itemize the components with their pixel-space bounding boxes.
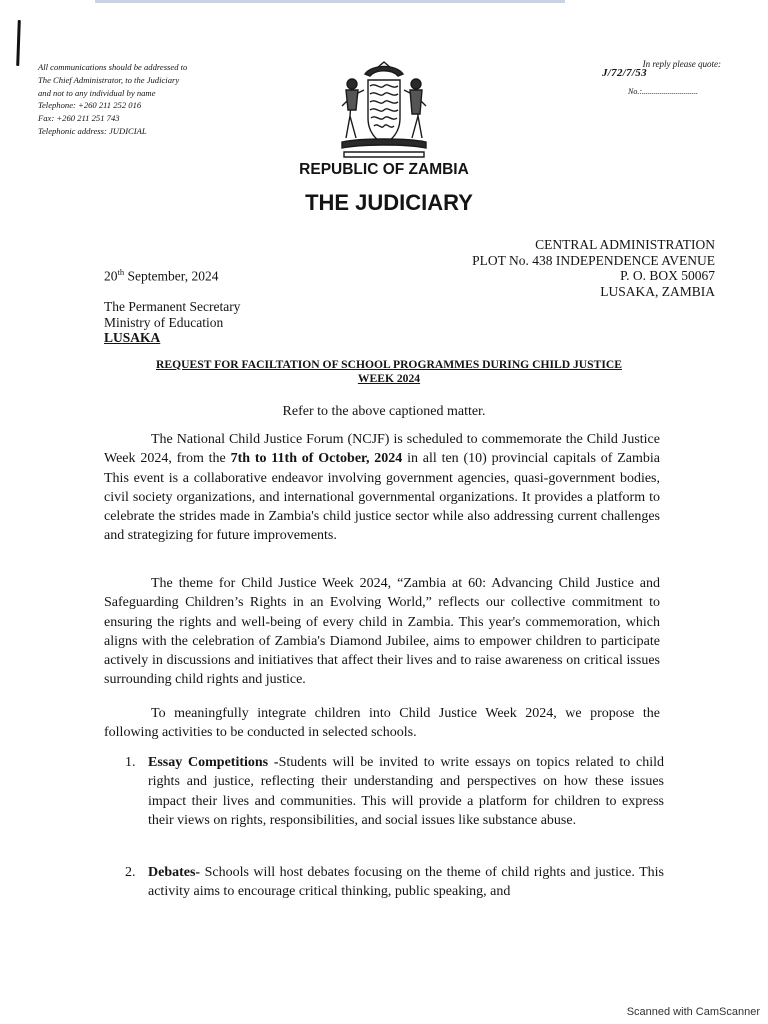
reply-note: In reply please quote:	[642, 59, 721, 69]
communications-line: and not to any individual by name	[38, 87, 156, 98]
address-line: LUSAKA, ZAMBIA	[600, 283, 715, 299]
list-item-number: 2.	[125, 865, 136, 880]
event-dates: 7th to 11th of October, 2024	[230, 451, 403, 467]
recipient-address	[104, 299, 240, 346]
subject-line: REQUEST FOR FACILTATION OF SCHOOL PROGRAMMES DURING CHILD JUSTICE	[156, 358, 622, 371]
paragraph-text: in all ten (10) provincial capitals of Zambia This event is a collaborative endeavor involving government agencies, quasi-government bodies, civil society organizations, and international governmental organizations. It provides a platform to celebrate the strides made in Zambia's child justice sector while also addressing current challenges and strategizing for future improvements.	[104, 451, 660, 544]
refer-line: Refer to the above captioned matter.	[282, 404, 486, 419]
address-line: CENTRAL ADMINISTRATION	[535, 237, 715, 252]
paragraph-ncjf	[104, 430, 660, 546]
communications-line: The Chief Administrator, to the Judiciary	[38, 74, 180, 85]
date-day: 20	[104, 268, 118, 284]
date-rest: September, 2024	[124, 268, 219, 284]
list-item	[104, 753, 664, 830]
list-item-title: Debates-	[148, 865, 201, 880]
list-item-text: Schools will host debates focusing on the theme of child rights and justice. This activity aims to encourage critical thinking, public speaking, and	[148, 865, 664, 900]
coat-of-arms-icon	[332, 60, 436, 160]
communications-line: All communications should be addressed to	[38, 62, 188, 72]
recipient-title: The Permanent Secretary	[104, 299, 241, 314]
reply-reference	[600, 59, 725, 99]
recipient-ministry: Ministry of Education	[104, 314, 224, 330]
reference-number: J/72/7/53	[602, 67, 647, 79]
fax-line: Fax: +260 211 251 743	[38, 113, 120, 124]
address-line: P. O. BOX 50067	[620, 268, 715, 283]
telephonic-address-line: Telephonic address: JUDICIAL	[38, 125, 147, 136]
paragraph-activities-intro: To meaningfully integrate children into Child Justice Week 2024, we propose the following activities to be conducted in selected schools.	[104, 706, 660, 741]
address-line: PLOT No. 438 INDEPENDENCE AVENUE	[472, 252, 715, 268]
country-heading: REPUBLIC OF ZAMBIA	[299, 161, 469, 178]
recipient-city: LUSAKA	[104, 330, 161, 345]
list-item-body	[148, 753, 664, 830]
subject-line: WEEK 2024	[357, 372, 421, 385]
paragraph-text: The National Child Justice Forum (NCJF) is scheduled to commemorate the Child Justice Week 2024, from the	[104, 432, 660, 467]
margin-mark	[16, 20, 21, 66]
list-item	[104, 863, 664, 902]
sender-address	[472, 237, 715, 299]
telephone-line: Telephone: +260 211 252 016	[38, 100, 142, 111]
list-item-number: 1.	[125, 755, 136, 770]
paragraph-theme: The theme for Child Justice Week 2024, “Zambia at 60: Advancing Child Justice and Safeguarding Children’s Rights in an Evolving World,” reflects our collective commitment to ensuring the rights and well-being of every child in Zambia. This year's commemoration, which aligns with the celebration of Zambia's Diamond Jubilee, aims to empower children to participate actively in discussions and initiatives that affect their lives and to raise awareness on critical issues surrounding child rights and justice.	[104, 576, 660, 688]
list-item-body	[148, 863, 664, 902]
scan-edge	[95, 0, 565, 3]
reference-no-line: No.:............................	[628, 87, 698, 96]
subject-heading	[104, 358, 674, 386]
communications-notice	[38, 61, 187, 138]
institution-heading: THE JUDICIARY	[305, 190, 473, 215]
scanner-watermark: Scanned with CamScanner	[626, 1006, 760, 1018]
letter-date	[104, 267, 218, 285]
date-suffix: th	[117, 267, 125, 277]
list-item-text: Students will be invited to write essays on topics related to child rights and justice, reflecting their understanding and perspectives on how these issues impact their lives and communities. This will provide a platform for children to express their views on rights, responsibilities, and social issues like substance abuse.	[148, 755, 664, 828]
list-item-title: Essay Competitions -	[148, 755, 279, 770]
